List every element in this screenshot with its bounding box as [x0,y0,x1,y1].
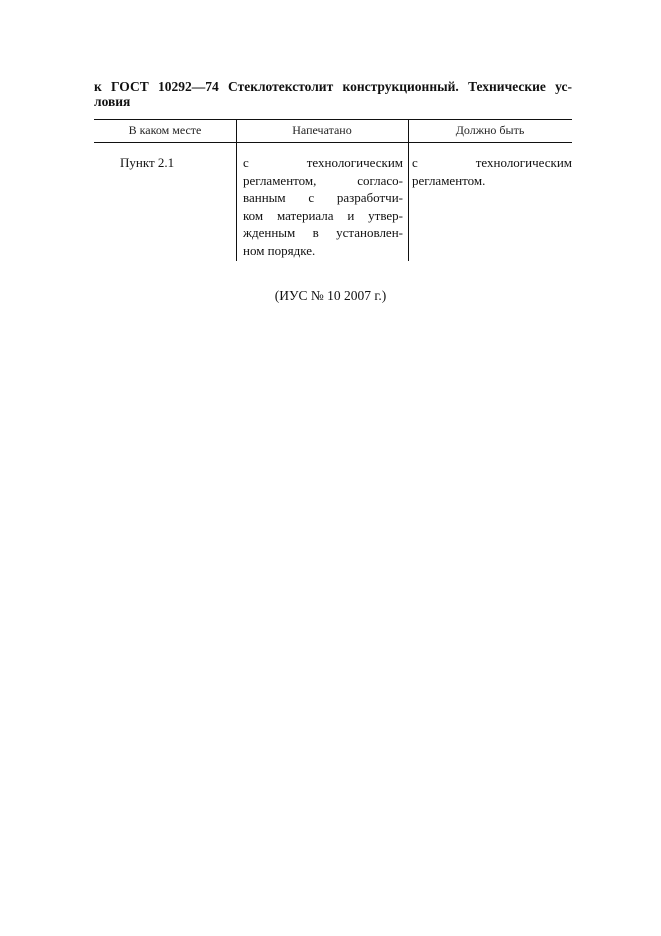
table-top-rule [94,119,572,120]
place-text: Пункт 2.1 [120,155,175,170]
printed-line: ком материала и утвер- [243,207,403,223]
header-place: В каком месте [128,123,202,137]
amendment-title [94,79,572,109]
printed-line: регламентом, согласо- [243,172,403,188]
title-line-1: к ГОСТ 10292—74 Стеклотекстолит конструкционный. Технические ус- [94,79,572,94]
cell-should-be [412,154,572,189]
printed-line: жденным в установлен- [243,225,403,241]
title-line-2: ловия [94,94,131,109]
cell-place [120,154,230,172]
should-be-line: с технологическим [412,155,572,170]
column-divider-2 [408,119,409,261]
printed-line: ванным с разработчи- [243,190,403,206]
printed-line: с технологическим [243,155,403,170]
should-be-line: регламентом. [412,172,486,188]
header-printed: Напечатано [292,123,352,137]
table-header-rule [94,142,572,143]
source-reference: (ИУС № 10 2007 г.) [274,288,387,303]
printed-line: ном порядке. [243,242,316,258]
cell-printed [243,154,403,260]
column-divider-1 [236,119,237,261]
header-should-be: Должно быть [455,123,525,137]
